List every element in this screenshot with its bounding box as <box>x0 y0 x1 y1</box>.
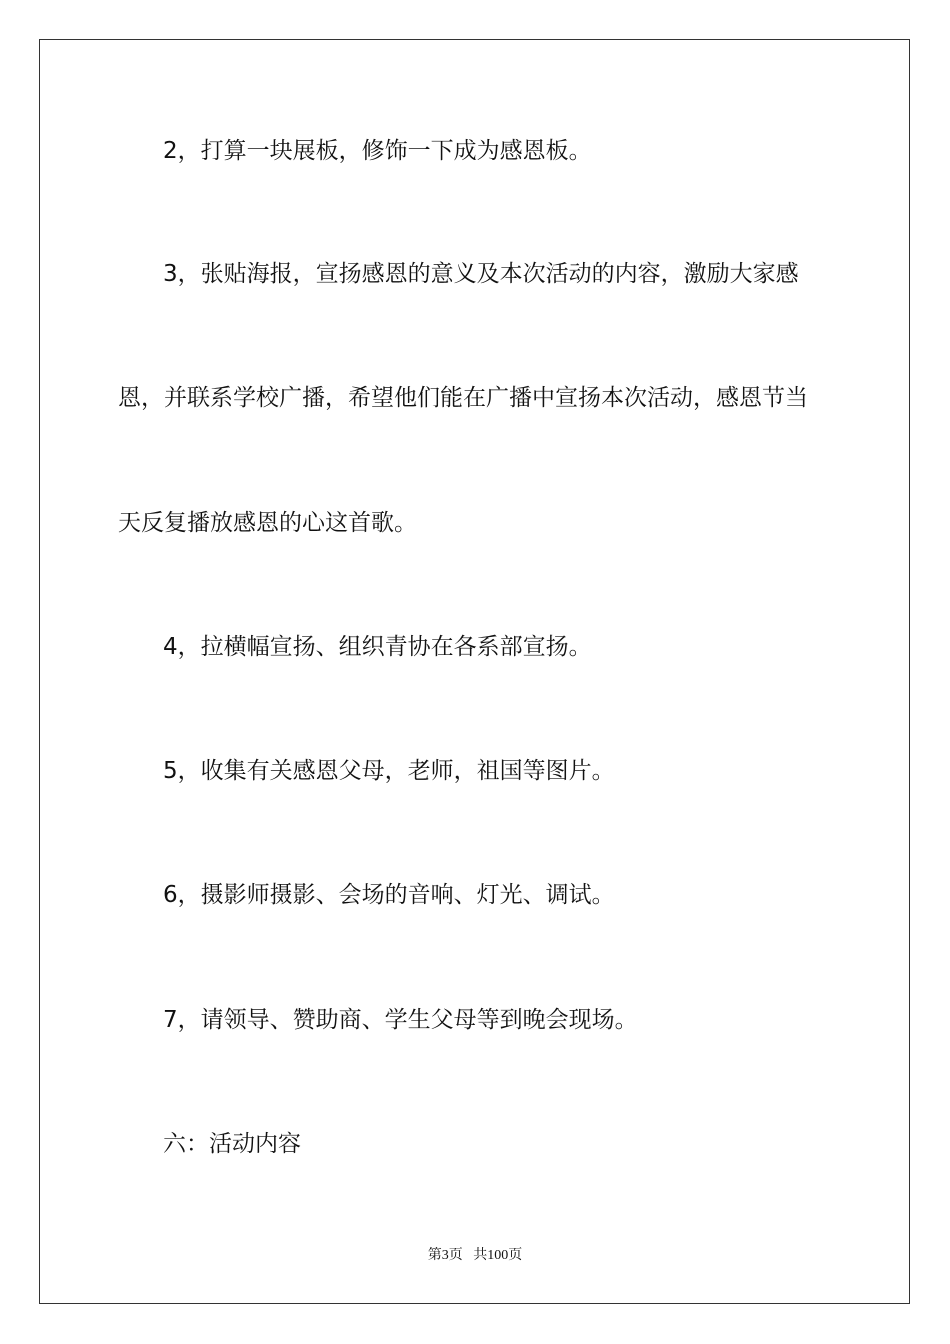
item-6-text: 6，摄影师摄影、会场的音响、灯光、调试。 <box>163 882 615 908</box>
item-4-text: 4，拉横幅宣扬、组织青协在各系部宣扬。 <box>163 634 592 660</box>
section-heading: 六：活动内容 <box>163 1131 301 1157</box>
item-3-text-line-3: 天反复播放感恩的心这首歌。 <box>118 510 417 536</box>
item-3-text-line-2: 恩，并联系学校广播，希望他们能在广播中宣扬本次活动，感恩节当 <box>118 385 808 411</box>
item-5-text: 5，收集有关感恩父母，老师，祖国等图片。 <box>163 758 615 784</box>
page-border <box>39 39 910 1304</box>
page-number-footer: 第3页 共100页 <box>427 1248 523 1263</box>
item-7-text: 7，请领导、赞助商、学生父母等到晚会现场。 <box>163 1007 638 1033</box>
item-2-text: 2，打算一块展板，修饰一下成为感恩板。 <box>163 138 592 164</box>
item-3-text-line-1: 3，张贴海报，宣扬感恩的意义及本次活动的内容，激励大家感 <box>163 261 799 287</box>
